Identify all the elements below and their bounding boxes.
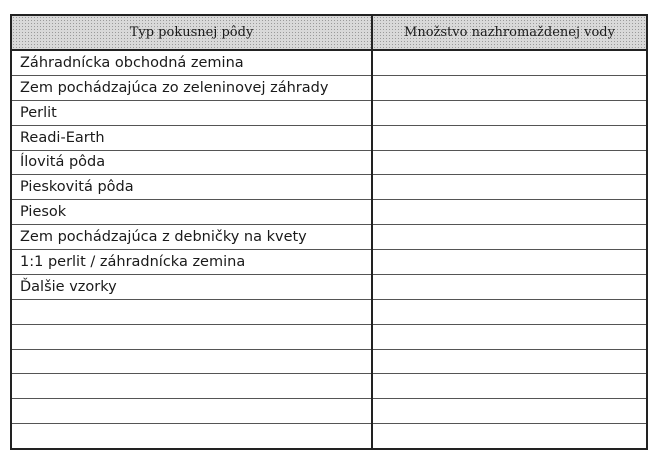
cell-soil-type: Readi-Earth	[12, 125, 372, 150]
cell-water-amount	[372, 100, 646, 125]
cell-soil-type	[12, 349, 372, 374]
table-row	[12, 399, 646, 424]
cell-water-amount	[372, 175, 646, 200]
cell-water-amount	[372, 200, 646, 225]
cell-water-amount	[372, 274, 646, 299]
table-row	[12, 50, 646, 75]
cell-soil-type: Perlit	[12, 100, 372, 125]
cell-soil-type: Záhradnícka obchodná zemina	[12, 50, 372, 75]
header-water-amount: Množstvo nazhromaždenej vody	[372, 16, 646, 50]
table-row	[12, 424, 646, 448]
cell-water-amount	[372, 349, 646, 374]
cell-water-amount	[372, 250, 646, 275]
cell-water-amount	[372, 75, 646, 100]
cell-soil-type	[12, 399, 372, 424]
cell-soil-type: Ďalšie vzorky	[12, 274, 372, 299]
cell-soil-type: Zem pochádzajúca zo zeleninovej záhrady	[12, 75, 372, 100]
cell-soil-type	[12, 374, 372, 399]
worksheet-table-frame	[10, 14, 648, 450]
cell-soil-type	[12, 424, 372, 448]
cell-water-amount	[372, 225, 646, 250]
cell-water-amount	[372, 50, 646, 75]
soil-water-table	[12, 16, 646, 448]
table-row	[12, 200, 646, 225]
cell-water-amount	[372, 150, 646, 175]
table-body	[12, 50, 646, 448]
table-row	[12, 274, 646, 299]
table-row	[12, 250, 646, 275]
cell-soil-type: Ílovitá pôda	[12, 150, 372, 175]
table-row	[12, 349, 646, 374]
cell-soil-type: Zem pochádzajúca z debničky na kvety	[12, 225, 372, 250]
table-row	[12, 299, 646, 324]
cell-water-amount	[372, 424, 646, 448]
header-soil-type: Typ pokusnej pôdy	[12, 16, 372, 50]
cell-water-amount	[372, 374, 646, 399]
table-row	[12, 374, 646, 399]
table-row	[12, 100, 646, 125]
cell-soil-type: 1:1 perlit / záhradnícka zemina	[12, 250, 372, 275]
cell-soil-type	[12, 299, 372, 324]
table-header-row	[12, 16, 646, 50]
table-row	[12, 324, 646, 349]
cell-water-amount	[372, 299, 646, 324]
table-row	[12, 225, 646, 250]
table-row	[12, 175, 646, 200]
cell-soil-type: Pieskovitá pôda	[12, 175, 372, 200]
table-row	[12, 150, 646, 175]
cell-water-amount	[372, 399, 646, 424]
cell-soil-type	[12, 324, 372, 349]
table-row	[12, 125, 646, 150]
cell-soil-type: Piesok	[12, 200, 372, 225]
table-row	[12, 75, 646, 100]
cell-water-amount	[372, 125, 646, 150]
cell-water-amount	[372, 324, 646, 349]
